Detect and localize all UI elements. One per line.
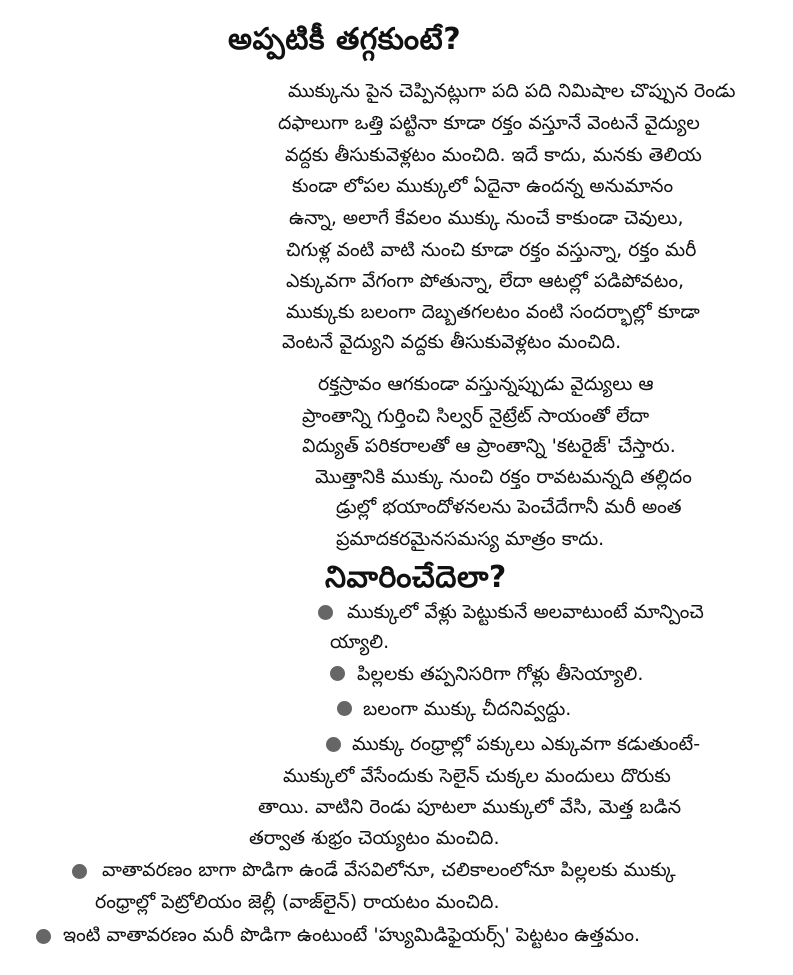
- text-line: ప్రాంతాన్ని గుర్తించి సిల్వర్ నైట్రేట్ సాయంతో లేదా: [302, 405, 650, 427]
- bullet-dot-icon: [36, 929, 51, 944]
- text-line: వెంటనే వైద్యుని వద్దకు తీసుకువెళ్లటం మంచిది.: [282, 331, 622, 353]
- text-line: వాతావరణం బాగా పొడిగా ఉండే వేసవిలోనూ, చలికాలంలోనూ పిల్లలకు ముక్కు: [102, 859, 676, 881]
- heading-prevention: నివారించేదెలా?: [325, 560, 507, 595]
- text-line: ముక్కుకు బలంగా దెబ్బతగలటం వంటి సందర్భాల్లో కూడా: [286, 301, 700, 323]
- bullet-dot-icon: [330, 666, 345, 681]
- text-line: డ్రుల్లో భయాందోళనలను పెంచేదేగానీ మరీ అంత: [336, 496, 682, 518]
- bullet-dot-icon: [337, 701, 352, 716]
- text-line: మొత్తానికి ముక్కు నుంచి రక్తం రావటమన్నది తల్లిదం: [315, 466, 692, 488]
- bullet-dot-icon: [318, 605, 333, 620]
- text-line: కుండా లోపల ముక్కులో ఏదైనా ఉందన్న అనుమానం: [292, 175, 674, 197]
- text-line: ప్రమాదకరమైనసమస్య మాత్రం కాదు.: [336, 528, 605, 550]
- text-line: విద్యుత్ పరికరాలతో ఆ ప్రాంతాన్ని 'కటరైజ్' చేస్తారు.: [302, 435, 676, 457]
- bullet-dot-icon: [72, 864, 87, 879]
- bullet-dot-icon: [326, 737, 341, 752]
- heading-if-not-reduced: అప్పటికీ తగ్గకుంటే?: [228, 22, 462, 57]
- text-line: రక్తస్రావం ఆగకుండా వస్తున్నప్పుడు వైద్యులు ఆ: [318, 373, 654, 395]
- text-line: వద్దకు తీసుకువెళ్లటం మంచిది. ఇదే కాదు, మనకు తెలియ: [285, 144, 702, 166]
- text-line: రంధ్రాల్లో పెట్రోలియం జెల్లీ (వాజ్‌లైన్) రాయటం మంచిది.: [95, 891, 500, 913]
- text-line: పిల్లలకు తప్పనిసరిగా గోళ్లు తీసెయ్యాలి.: [357, 663, 644, 685]
- text-line: బలంగా ముక్కు చీదనివ్వద్దు.: [363, 698, 572, 720]
- text-line: ముక్కును పైన చెప్పినట్లుగా పది పది నిమిషాల చొప్పున రెండు: [288, 80, 736, 102]
- text-line: తర్వాత శుభ్రం చెయ్యటం మంచిది.: [249, 827, 500, 849]
- text-line: చిగుళ్ల వంటి వాటి నుంచి కూడా రక్తం వస్తున్నా, రక్తం మరీ: [286, 239, 697, 261]
- text-line: తాయి. వాటిని రెండు పూటలా ముక్కులో వేసి, మెత్త బడిన: [258, 796, 682, 818]
- text-line: ముక్కు రంధ్రాల్లో పక్కులు ఎక్కువగా కడుతుంటే-: [352, 733, 701, 755]
- text-line: ఇంటి వాతావరణం మరీ పొడిగా ఉంటుంటే 'హ్యుమిడిఫైయర్స్' పెట్టటం ఉత్తమం.: [63, 924, 640, 946]
- text-line: ముక్కులో వేళ్లు పెట్టుకునే అలవాటుంటే మాన్పించె: [347, 601, 704, 623]
- text-line: ముక్కులో వేసేందుకు సెలైన్ చుక్కల మందులు దొరుకు: [283, 765, 671, 787]
- text-line: ఎక్కువగా వేగంగా పోతున్నా, లేదా ఆటల్లో పడిపోవటం,: [286, 270, 685, 292]
- text-line: దఫాలుగా ఒత్తి పట్టినా కూడా రక్తం వస్తూనే వెంటనే వైద్యుల: [278, 112, 700, 134]
- text-line: య్యాలి.: [330, 631, 390, 653]
- text-line: ఉన్నా, అలాగే కేవలం ముక్కు నుంచే కాకుండా చెవులు,: [289, 207, 684, 229]
